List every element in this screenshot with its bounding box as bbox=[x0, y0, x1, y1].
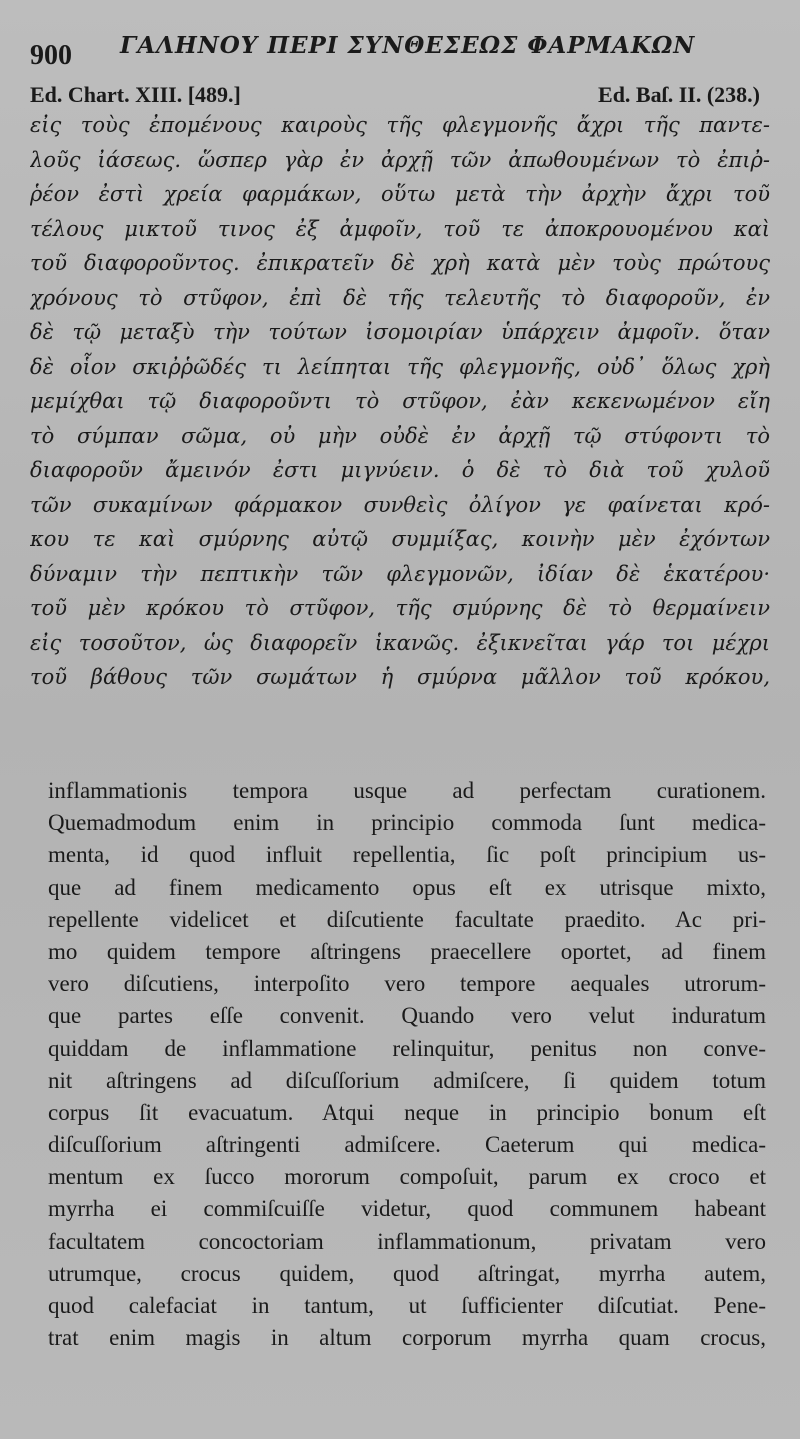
latin-line: inflammationis tempora usque ad perfectam curationem. bbox=[48, 778, 766, 803]
greek-line: μεμίχθαι τῷ διαφοροῦντι τὸ στῦφον, ἐὰν κεκενωμένον εἴη bbox=[30, 389, 770, 413]
latin-line: corpus ſit evacuatum. Atqui neque in principio bonum eſt bbox=[48, 1099, 766, 1125]
greek-line: διαφοροῦν ἄμεινόν ἐστι μιγνύειν. ὁ δὲ τὸ διὰ τοῦ χυλοῦ bbox=[30, 458, 770, 482]
latin-line: trat enim magis in altum corporum myrrha quam crocus, bbox=[48, 1325, 766, 1351]
edition-left: Ed. Chart. XIII. [489.] bbox=[30, 82, 241, 107]
greek-line: εἰς τοσοῦτον, ὡς διαφορεῖν ἱκανῶς. ἐξικνεῖται γάρ τοι μέχρι bbox=[30, 630, 770, 655]
greek-line: τοῦ μὲν κρόκου τὸ στῦφον, τῆς σμύρνης δὲ τὸ θερμαίνειν bbox=[30, 596, 770, 620]
page-header bbox=[30, 30, 770, 72]
greek-line: λοῦς ἰάσεως. ὥσπερ γὰρ ἐν ἀρχῇ τῶν ἀπωθουμένων τὸ ἐπιῤ- bbox=[30, 147, 770, 172]
greek-line: χρόνους τὸ στῦφον, ἐπὶ δὲ τῆς τελευτῆς τὸ διαφοροῦν, ἐν bbox=[30, 285, 770, 310]
greek-line: τὸ σύμπαν σῶμα, οὐ μὴν οὐδὲ ἐν ἀρχῇ τῷ στύφοντι τὸ bbox=[30, 423, 770, 448]
latin-line: quod calefaciat in tantum, ut ſufficienter diſcutiat. Pene- bbox=[48, 1293, 766, 1318]
latin-line: Quemadmodum enim in principio commoda ſunt medica- bbox=[48, 810, 766, 836]
latin-text-block bbox=[48, 775, 766, 1354]
greek-text-block bbox=[30, 108, 770, 695]
latin-line: utrumque, crocus quidem, quod aſtringat, myrrha autem, bbox=[48, 1260, 766, 1286]
latin-line: vero diſcutiens, interpoſito vero tempore aequales utrorum- bbox=[48, 971, 766, 997]
latin-line: que partes eſſe convenit. Quando vero velut induratum bbox=[48, 1003, 766, 1029]
page-number: 900 bbox=[30, 40, 72, 71]
latin-line: quiddam de inflammatione relinquitur, penitus non conve- bbox=[48, 1035, 766, 1061]
latin-line: myrrha ei commiſcuiſſe videtur, quod communem habeant bbox=[48, 1196, 766, 1222]
latin-line: repellente videlicet et diſcutiente facultate praedito. Ac pri- bbox=[48, 906, 766, 932]
greek-line: εἰς τοὺς ἐπομένους καιροὺς τῆς φλεγμονῆς ἄχρι τῆς παντε- bbox=[30, 113, 770, 137]
greek-line: τοῦ διαφοροῦντος. ἐπικρατεῖν δὲ χρὴ κατὰ μὲν τοὺς πρώτους bbox=[30, 251, 770, 275]
running-title: ΓΑΛΗΝΟΥ ΠΕΡΙ ΣΥΝΘΕΣΕΩΣ ΦΑΡΜΑΚΩΝ bbox=[120, 32, 696, 59]
latin-line: mo quidem tempore aſtringens praecellere oportet, ad finem bbox=[48, 938, 766, 964]
latin-line: que ad finem medicamento opus eſt ex utrisque mixto, bbox=[48, 874, 766, 900]
latin-line: diſcuſſorium aſtringenti admiſcere. Caeterum qui medica- bbox=[48, 1132, 766, 1158]
greek-line: δὲ τῷ μεταξὺ τὴν τούτων ἰσομοιρίαν ὑπάρχειν ἀμφοῖν. ὅταν bbox=[30, 320, 770, 344]
greek-line: τῶν συκαμίνων φάρμακον συνθεὶς ὀλίγον γε φαίνεται κρό- bbox=[30, 492, 770, 517]
greek-line: τοῦ βάθους τῶν σωμάτων ἡ σμύρνα μᾶλλον τοῦ κρόκου, bbox=[30, 665, 770, 689]
latin-line: facultatem concoctoriam inflammationum, privatam vero bbox=[48, 1228, 766, 1254]
greek-line: τέλους μικτοῦ τινος ἐξ ἀμφοῖν, τοῦ τε ἀποκρουομένου καὶ bbox=[30, 216, 770, 241]
edition-right: Ed. Baſ. II. (238.) bbox=[598, 82, 760, 107]
latin-line: menta, id quod influit repellentia, ſic poſt principium us- bbox=[48, 842, 766, 868]
greek-line: δύναμιν τὴν πεπτικὴν τῶν φλεγμονῶν, ἰδίαν δὲ ἑκατέρου· bbox=[30, 561, 770, 586]
latin-line: mentum ex ſucco mororum compoſuit, parum ex croco et bbox=[48, 1164, 766, 1190]
greek-line: δὲ οἷον σκιῤῥῶδές τι λείπηται τῆς φλεγμονῆς, οὐδ᾽ ὅλως χρὴ bbox=[30, 354, 770, 379]
greek-line: κου τε καὶ σμύρνης αὐτῷ συμμίξας, κοινὴν μὲν ἐχόντων bbox=[30, 527, 770, 551]
latin-line: nit aſtringens ad diſcuſſorium admiſcere, ſi quidem totum bbox=[48, 1067, 766, 1093]
greek-line: ῥέον ἐστὶ χρεία φαρμάκων, οὕτω μετὰ τὴν ἀρχὴν ἄχρι τοῦ bbox=[30, 182, 770, 206]
